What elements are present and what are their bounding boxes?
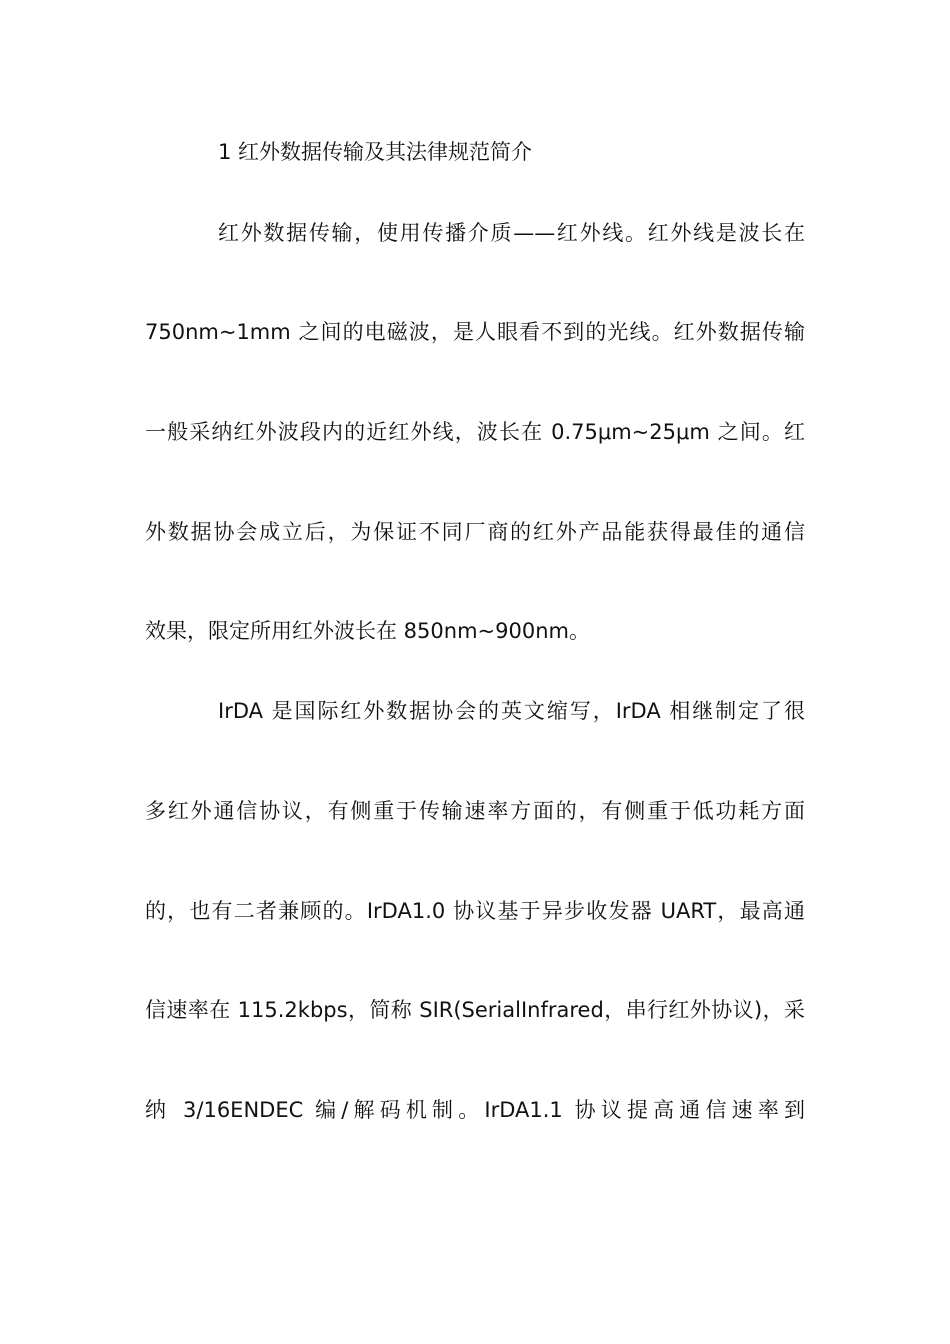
section-heading: 1 红外数据传输及其法律规范简介	[218, 140, 533, 164]
paragraph-1-line-5: 效果，限定所用红外波长在 850nm~900nm。	[145, 619, 590, 643]
paragraph-2-line-3: 的，也有二者兼顾的。IrDA1.0 协议基于异步收发器 UART，最高通	[145, 899, 805, 923]
paragraph-1-line-3: 一般采纳红外波段内的近红外线，波长在 0.75μm~25μm 之间。红	[145, 420, 805, 444]
paragraph-1-line-2: 750nm~1mm 之间的电磁波，是人眼看不到的光线。红外数据传输	[145, 320, 805, 344]
paragraph-1-line-1: 红外数据传输，使用传播介质——红外线。红外线是波长在	[218, 221, 805, 245]
paragraph-2-line-1: IrDA 是国际红外数据协会的英文缩写，IrDA 相继制定了很	[218, 699, 805, 723]
paragraph-1-line-4: 外数据协会成立后，为保证不同厂商的红外产品能获得最佳的通信	[145, 520, 805, 544]
paragraph-2-line-2: 多红外通信协议，有侧重于传输速率方面的，有侧重于低功耗方面	[145, 799, 805, 823]
paragraph-2-line-4: 信速率在 115.2kbps，简称 SIR(SerialInfrared，串行红外协议)，采	[145, 998, 805, 1022]
paragraph-2-line-5: 纳 3/16ENDEC 编/解码机制。IrDA1.1 协议提高通信速率到	[145, 1098, 805, 1122]
